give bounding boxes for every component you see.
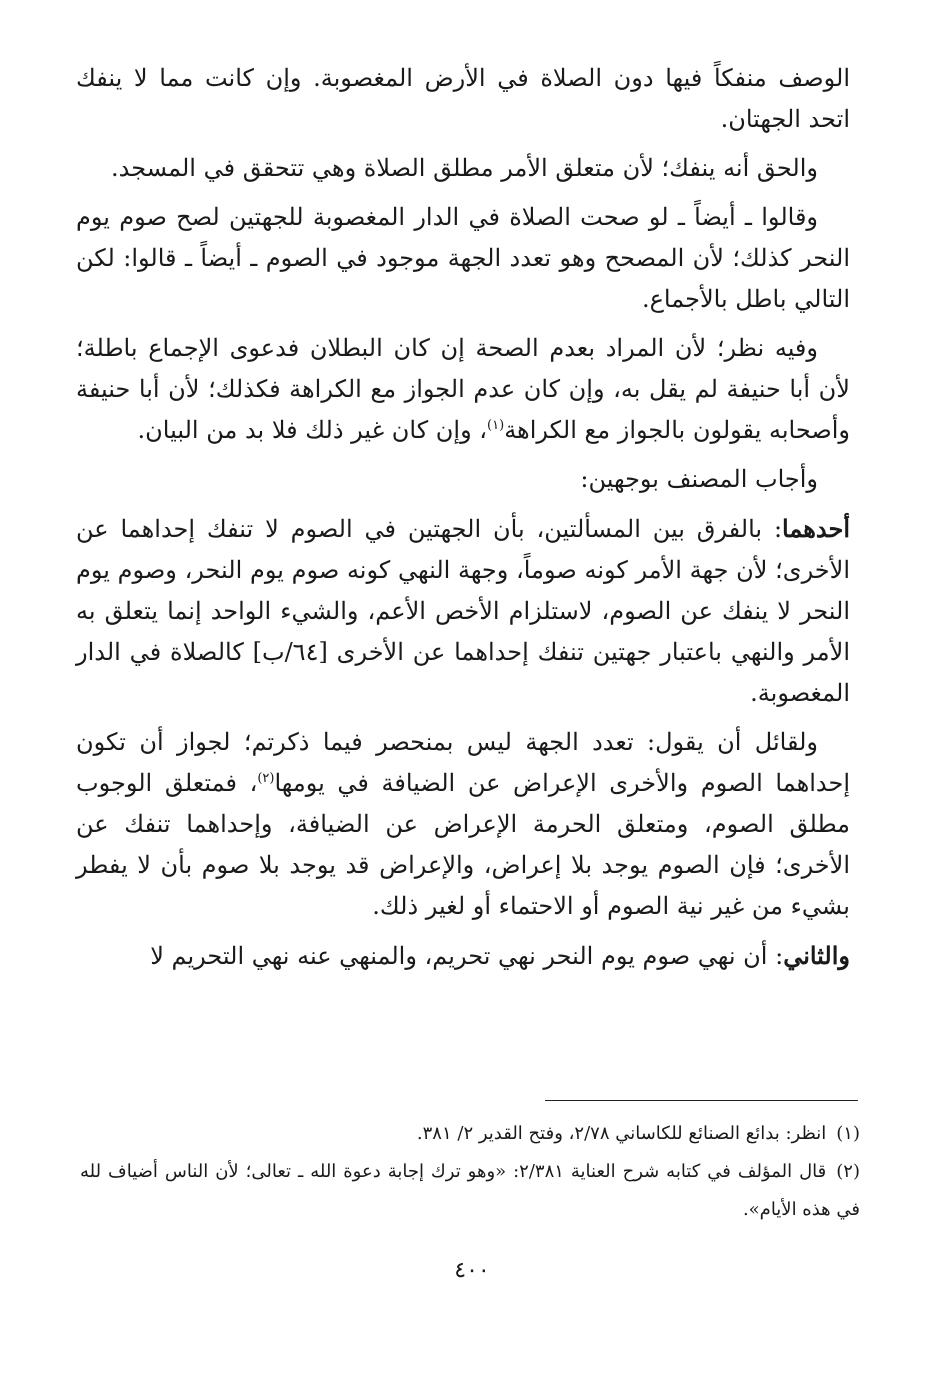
footnote-1 [80, 1115, 860, 1153]
footnote-ref-2: (٢) [257, 771, 275, 786]
paragraph-7-text-a: ولقائل أن يقول: تعدد الجهة ليس بمنحصر فيما ذكرتم؛ لجواز أن تكون إحداهما الصوم والأخرى الإعراض عن الضيافة في يومها [76, 728, 850, 797]
footnote-1-text: انظر: بدائع الصنائع للكاساني ٢/٧٨، وفتح القدير ٢/ ٣٨١. [416, 1123, 827, 1144]
paragraph-6-lead: أحدهما [782, 514, 850, 543]
paragraph-3: وقالوا ـ أيضاً ـ لو صحت الصلاة في الدار المغصوبة للجهتين لصح صوم يوم النحر كذلك؛ لأن المصحح وهو تعدد الجهة موجود في الصوم ـ أيضاً ـ قالوا: لكن التالي باطل بالأجماع. [76, 203, 850, 313]
paragraph-8 [76, 935, 850, 977]
paragraph-6-text: : بالفرق بين المسألتين، بأن الجهتين في الصوم لا تنفك إحداهما عن الأخرى؛ لأن جهة الأمر كونه صوماً، وجهة النهي كونه صوم يوم النحر، وصوم يوم النحر لا ينفك عن الصوم، لاستلزام الأخص الأعم، والشيء الواحد إنما يتعلق به الأمر والنهي باعتبار جهتين تنفك إحداهما عن الأخرى [٦٤/ب] كالصلاة في الدار المغصوبة. [76, 515, 851, 707]
paragraph-8-lead: والثاني [783, 941, 850, 970]
paragraph-4-text-b: ، وإن كان غير ذلك فلا بد من البيان. [137, 416, 488, 444]
page-number: ٤٠٠ [454, 1258, 490, 1283]
paragraph-6 [76, 508, 850, 714]
footnote-2-text: قال المؤلف في كتابه شرح العناية ٢/٣٨١: «وهو ترك إجابة دعوة الله ـ تعالى؛ لأن الناس أضياف لله في هذه الأيام». [80, 1161, 860, 1220]
paragraph-7 [76, 722, 850, 927]
footnote-1-number: (١) [836, 1123, 860, 1144]
paragraph-7-text-b: ، فمتعلق الوجوب مطلق الصوم، ومتعلق الحرمة الإعراض عن الضيافة، وإحداهما تنفك عن الأخرى؛ فإن الصوم يوجد بلا إعراض، والإعراض قد يوجد بلا صوم بأن لا يفطر بشيء من غير نية الصوم أو الاحتماء أو لغير ذلك. [76, 769, 850, 920]
footnote-ref-1: (١) [487, 418, 505, 433]
paragraph-2: والحق أنه ينفك؛ لأن متعلق الأمر مطلق الصلاة وهي تتحقق في المسجد. [110, 154, 818, 182]
footnote-2-number: (٢) [836, 1161, 860, 1182]
paragraph-5: وأجاب المصنف بوجهين: [580, 465, 818, 493]
main-text [76, 58, 850, 977]
footnotes [80, 1115, 860, 1229]
page-body [76, 58, 850, 985]
footnote-divider [545, 1100, 858, 1101]
footnote-2 [80, 1153, 860, 1229]
paragraph-4-text-a: وفيه نظر؛ لأن المراد بعدم الصحة إن كان البطلان فدعوى الإجماع باطلة؛ لأن أبا حنيفة لم يقل به، وإن كان عدم الجواز مع الكراهة فكذلك؛ لأن أبا حنيفة وأصحابه يقولون بالجواز مع الكراهة [76, 334, 850, 444]
paragraph-4 [76, 328, 850, 451]
paragraph-8-text: : أن نهي صوم يوم النحر نهي تحريم، والمنهي عنه نهي التحريم لا [150, 942, 784, 970]
paragraph-1: الوصف منفكاً فيها دون الصلاة في الأرض المغصوبة. وإن كانت مما لا ينفك اتحد الجهتان. [76, 64, 850, 133]
